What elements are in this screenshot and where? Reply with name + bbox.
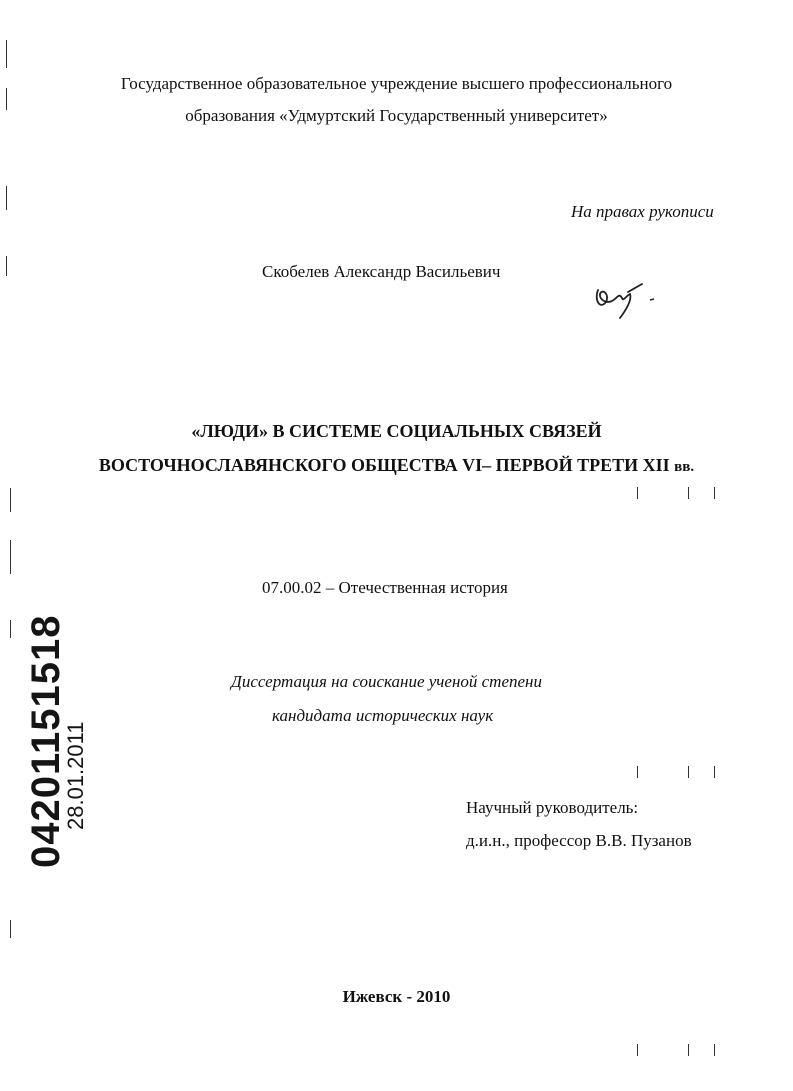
- scan-mark: [714, 766, 715, 778]
- degree-line-2: кандидата исторических наук: [272, 706, 494, 725]
- advisor-label: Научный руководитель:: [466, 798, 639, 817]
- scan-mark: [688, 766, 689, 778]
- title-line-2-suffix: вв.: [674, 459, 695, 475]
- scan-mark: [688, 1044, 689, 1056]
- dissertation-title-line-1: «ЛЮДИ» В СИСТЕМЕ СОЦИАЛЬНЫХ СВЯЗЕЙ: [191, 421, 602, 441]
- title-line-2-main: ВОСТОЧНОСЛАВЯНСКОГО ОБЩЕСТВА VI– ПЕРВОЙ ТРЕТИ XII: [98, 455, 670, 475]
- scan-mark: [714, 1044, 715, 1056]
- scan-mark: [10, 620, 11, 638]
- institution-line-1: Государственное образовательное учреждение высшего профессионального: [120, 74, 673, 93]
- scan-mark: [688, 487, 689, 499]
- scan-mark: [10, 540, 11, 574]
- archive-stamp-number: 04201151518: [24, 614, 68, 868]
- scan-mark: [10, 920, 11, 938]
- scan-mark: [10, 488, 11, 512]
- scan-mark: [637, 766, 638, 778]
- author-name: Скобелев Александр Васильевич: [262, 262, 501, 281]
- manuscript-note: На правах рукописи: [571, 202, 714, 221]
- degree-line-1: Диссертация на соискание ученой степени: [231, 672, 542, 691]
- scan-mark: [6, 256, 7, 276]
- scan-mark: [714, 487, 715, 499]
- dissertation-title-line-2: [0, 455, 793, 477]
- city-year: Ижевск - 2010: [342, 987, 451, 1006]
- scan-mark: [637, 487, 638, 499]
- advisor-name: д.и.н., профессор В.В. Пузанов: [466, 831, 692, 850]
- archive-stamp-date: 28.01.2011: [63, 721, 88, 830]
- scan-mark: [637, 1044, 638, 1056]
- scan-mark: [6, 88, 7, 110]
- institution-line-2: образования «Удмуртский Государственный университет»: [185, 106, 608, 125]
- specialty: 07.00.02 – Отечественная история: [262, 578, 508, 597]
- scan-mark: [6, 40, 7, 68]
- scan-mark: [6, 186, 7, 210]
- signature-icon: [590, 280, 660, 322]
